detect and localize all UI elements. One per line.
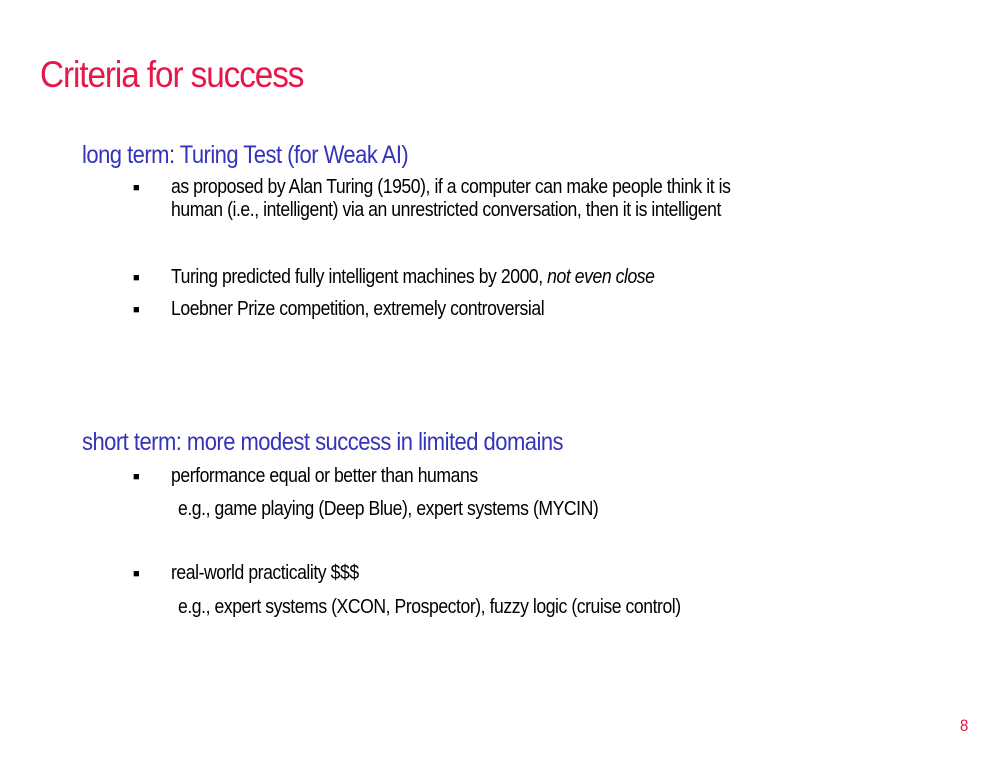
- bullet-text-performance: performance equal or better than humans: [171, 465, 478, 487]
- bullet-text-loebner-prize: Loebner Prize competition, extremely controversial: [171, 298, 545, 320]
- page-number: 8: [960, 716, 969, 735]
- bullet-icon: ■: [133, 471, 140, 483]
- example-text-performance: e.g., game playing (Deep Blue), expert systems (MYCIN): [178, 498, 599, 520]
- prediction-text: Turing predicted fully intelligent machines by 2000,: [171, 266, 548, 288]
- slide-title: Criteria for success: [40, 54, 304, 95]
- bullet-icon: ■: [133, 272, 140, 284]
- prediction-emphasis: not even close: [547, 266, 655, 288]
- bullet-text-practicality: real-world practicality $$$: [171, 562, 359, 584]
- bullet-icon: ■: [133, 182, 140, 194]
- bullet-text-turing-prediction: [171, 266, 655, 289]
- short-term-heading: short term: more modest success in limited domains: [82, 428, 564, 456]
- bullet-text-turing-proposal-line1: as proposed by Alan Turing (1950), if a computer can make people think it is: [171, 176, 731, 198]
- long-term-heading: long term: Turing Test (for Weak AI): [82, 141, 409, 169]
- example-text-practicality: e.g., expert systems (XCON, Prospector), fuzzy logic (cruise control): [178, 596, 681, 618]
- bullet-icon: ■: [133, 304, 140, 316]
- bullet-icon: ■: [133, 568, 140, 580]
- bullet-text-turing-proposal-line2: human (i.e., intelligent) via an unrestricted conversation, then it is intelligent: [171, 199, 721, 221]
